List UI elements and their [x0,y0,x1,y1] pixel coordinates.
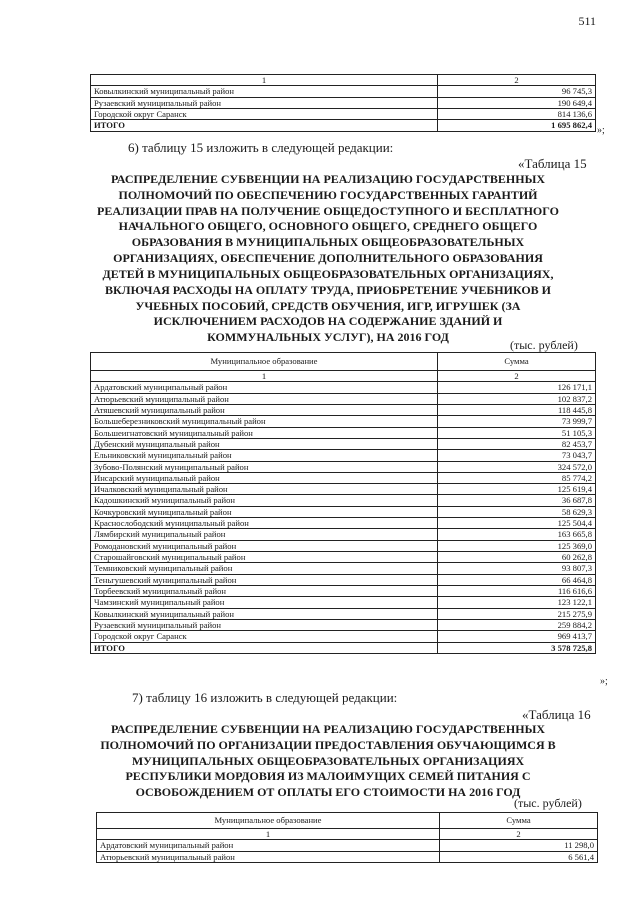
closing-quote: »; [600,676,608,687]
table-15-title [78,172,578,346]
municipality-name: Инсарский муниципальный район [91,472,438,483]
title-line: ДЕТЕЙ В МУНИЦИПАЛЬНЫХ ОБЩЕОБРАЗОВАТЕЛЬНЫХ ОРГАНИЗАЦИЯХ, [102,266,554,281]
amount-value: 126 171,1 [438,382,596,393]
amount-value: 123 122,1 [438,597,596,608]
total-row [91,642,596,653]
amount-value: 73 999,7 [438,416,596,427]
title-line: КОММУНАЛЬНЫХ УСЛУГ), НА 2016 ГОД [207,330,449,345]
amount-value: 969 413,7 [438,631,596,642]
column-header-sum: Сумма [438,353,596,371]
table-row [91,416,596,427]
unit-label: (тыс. рублей) [510,338,578,352]
total-row [91,120,596,131]
table-row [91,97,596,108]
table-row [91,506,596,517]
total-value: 3 578 725,8 [438,642,596,653]
table-column-headers [97,813,598,829]
table-row [91,404,596,415]
table-label-16: «Таблица 16 [522,707,591,722]
amount-value: 6 561,4 [440,851,598,862]
table-row [91,597,596,608]
municipality-name: Теньгушевский муниципальный район [91,574,438,585]
amount-value: 163 665,8 [438,529,596,540]
amount-value: 215 275,9 [438,608,596,619]
table-row [97,851,598,862]
total-label: ИТОГО [91,642,438,653]
table-row [97,840,598,851]
closing-quote: »; [597,125,605,136]
municipality-name: Кочкуровский муниципальный район [91,506,438,517]
amount-value: 125 619,4 [438,484,596,495]
amount-value: 85 774,2 [438,472,596,483]
amount-value: 11 298,0 [440,840,598,851]
table-header-row [91,75,596,86]
title-line: ОРГАНИЗАЦИЯХ, ОБЕСПЕЧЕНИЕ ДОПОЛНИТЕЛЬНОГО ОБРАЗОВАНИЯ [113,251,543,266]
title-line: ПОЛНОМОЧИЙ ПО ОРГАНИЗАЦИИ ПРЕДОСТАВЛЕНИЯ ОБУЧАЮЩИМСЯ В [100,737,556,752]
table-row [91,563,596,574]
column-number-1: 1 [91,371,438,382]
municipality-name: Атюрьевский муниципальный район [91,393,438,404]
amount-value: 259 884,2 [438,619,596,630]
column-number-2: 2 [438,371,596,382]
table-row [91,393,596,404]
table-row [91,108,596,119]
table-row [91,585,596,596]
instruction-6: 6) таблицу 15 изложить в следующей редакции: [128,140,394,155]
table-row [91,86,596,97]
title-line: МУНИЦИПАЛЬНЫХ ОБЩЕОБРАЗОВАТЕЛЬНЫХ ОРГАНИЗАЦИЯХ [131,753,525,768]
municipality-name: Большеберезниковский муниципальный район [91,416,438,427]
table-row [91,438,596,449]
table-row [91,608,596,619]
title-line: ПОЛНОМОЧИЙ ПО ОБЕСПЕЧЕНИЮ ГОСУДАРСТВЕННЫХ ГАРАНТИЙ [118,187,538,202]
municipality-name: Чамзинский муниципальный район [91,597,438,608]
table-row [91,552,596,563]
municipality-name: Ардатовский муниципальный район [97,840,440,851]
amount-value: 58 629,3 [438,506,596,517]
column-header-sum: Сумма [440,813,598,829]
table-prev [90,74,596,132]
table-row [91,484,596,495]
amount-value: 102 837,2 [438,393,596,404]
column-number-2: 2 [438,75,596,86]
amount-value: 66 464,8 [438,574,596,585]
title-line: НАЧАЛЬНОГО ОБЩЕГО, ОСНОВНОГО ОБЩЕГО, СРЕДНЕГО ОБЩЕГО [118,219,538,234]
amount-value: 60 262,8 [438,552,596,563]
municipality-name: Кадошкинский муниципальный район [91,495,438,506]
table-row [91,472,596,483]
page-number: 511 [578,14,596,28]
municipality-name: Лямбирский муниципальный район [91,529,438,540]
unit-label-16: (тыс. рублей) [514,796,582,810]
column-header-municipality: Муниципальное образование [91,353,438,371]
municipality-name: Ковылкинский муниципальный район [91,86,438,97]
municipality-name: Зубово-Полянский муниципальный район [91,461,438,472]
title-line: РАСПРЕДЕЛЕНИЕ СУБВЕНЦИИ НА РЕАЛИЗАЦИЮ ГОСУДАРСТВЕННЫХ [110,172,546,186]
table-column-numbers [97,829,598,840]
title-line: ОБРАЗОВАНИЯ В МУНИЦИПАЛЬНЫХ ОБЩЕОБРАЗОВАТЕЛЬНЫХ [131,235,525,250]
municipality-name: Дубенский муниципальный район [91,438,438,449]
total-value: 1 695 862,4 [438,120,596,131]
municipality-name: Ельниковский муниципальный район [91,450,438,461]
amount-value: 324 572,0 [438,461,596,472]
amount-value: 116 616,6 [438,585,596,596]
title-line: РЕСПУБЛИКИ МОРДОВИЯ ИЗ МАЛОИМУЩИХ СЕМЕЙ ПИТАНИЯ С [125,769,531,784]
municipality-name: Ромодановский муниципальный район [91,540,438,551]
table-row [91,450,596,461]
amount-value: 118 445,8 [438,404,596,415]
title-line: ОСВОБОЖДЕНИЕМ ОТ ОПЛАТЫ ЕГО СТОИМОСТИ НА 2016 ГОД [135,785,521,800]
table-16 [96,812,598,863]
municipality-name: Большеигнатовский муниципальный район [91,427,438,438]
table-row [91,461,596,472]
column-number-2: 2 [440,829,598,840]
municipality-name: Ковылкинский муниципальный район [91,608,438,619]
title-line: ИСКЛЮЧЕНИЕМ РАСХОДОВ НА СОДЕРЖАНИЕ ЗДАНИЙ И [153,314,503,329]
municipality-name: Ичалковский муниципальный район [91,484,438,495]
municipality-name: Краснослободский муниципальный район [91,518,438,529]
title-line: ВКЛЮЧАЯ РАСХОДЫ НА ОПЛАТУ ТРУДА, ПРИОБРЕТЕНИЕ УЧЕБНИКОВ И [104,282,552,297]
table-15 [90,352,596,654]
table-row [91,529,596,540]
municipality-name: Старошайговский муниципальный район [91,552,438,563]
table-column-headers [91,353,596,371]
table-row [91,495,596,506]
amount-value: 125 369,0 [438,540,596,551]
municipality-name: Городской округ Саранск [91,108,438,119]
title-line: РАСПРЕДЕЛЕНИЕ СУБВЕНЦИИ НА РЕАЛИЗАЦИЮ ГОСУДАРСТВЕННЫХ [110,722,546,736]
column-number-1: 1 [97,829,440,840]
column-header-municipality: Муниципальное образование [97,813,440,829]
table-label-15: «Таблица 15 [518,156,587,171]
amount-value: 82 453,7 [438,438,596,449]
total-label: ИТОГО [91,120,438,131]
amount-value: 36 687,8 [438,495,596,506]
amount-value: 125 504,4 [438,518,596,529]
amount-value: 190 649,4 [438,97,596,108]
amount-value: 814 136,6 [438,108,596,119]
municipality-name: Ардатовский муниципальный район [91,382,438,393]
table-column-numbers [91,371,596,382]
table-row [91,619,596,630]
table-row [91,382,596,393]
table-row [91,427,596,438]
instruction-7: 7) таблицу 16 изложить в следующей редакции: [132,690,398,705]
table-row [91,631,596,642]
municipality-name: Торбеевский муниципальный район [91,585,438,596]
column-number-1: 1 [91,75,438,86]
amount-value: 96 745,3 [438,86,596,97]
table-16-title [78,722,578,801]
municipality-name: Городской округ Саранск [91,631,438,642]
table-row [91,574,596,585]
municipality-name: Атяшевский муниципальный район [91,404,438,415]
title-line: УЧЕБНЫХ ПОСОБИЙ, СРЕДСТВ ОБУЧЕНИЯ, ИГР, ИГРУШЕК (ЗА [135,298,521,313]
municipality-name: Атюрьевский муниципальный район [97,851,440,862]
amount-value: 73 043,7 [438,450,596,461]
table-row [91,540,596,551]
amount-value: 93 807,3 [438,563,596,574]
municipality-name: Рузаевский муниципальный район [91,97,438,108]
municipality-name: Темниковский муниципальный район [91,563,438,574]
title-line: РЕАЛИЗАЦИИ ПРАВ НА ПОЛУЧЕНИЕ ОБЩЕДОСТУПНОГО И БЕСПЛАТНОГО [97,203,559,218]
table-row [91,518,596,529]
amount-value: 51 105,3 [438,427,596,438]
municipality-name: Рузаевский муниципальный район [91,619,438,630]
